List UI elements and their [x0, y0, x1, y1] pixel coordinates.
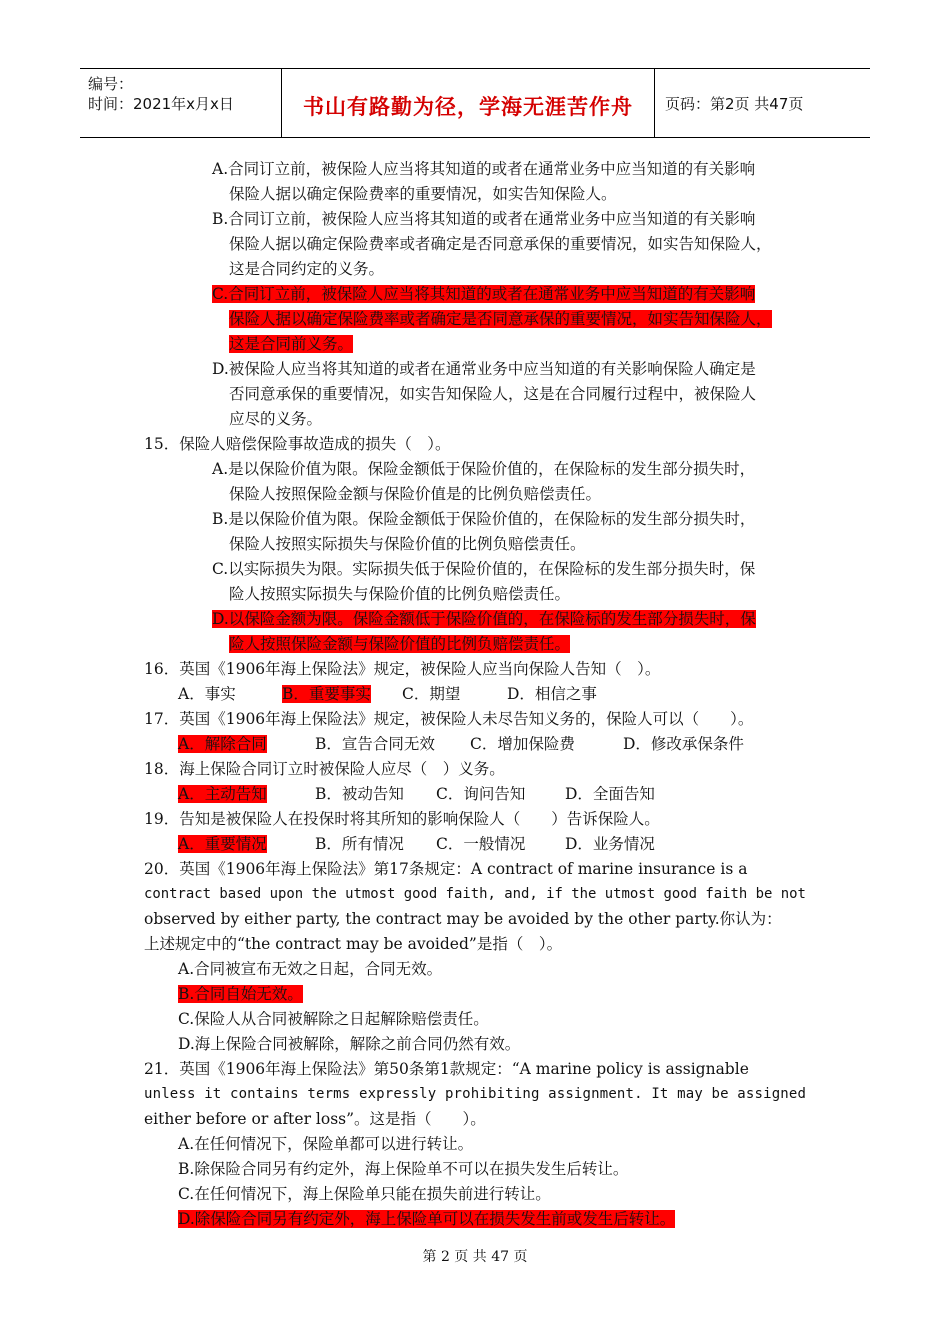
- header-motto-cell: [282, 69, 655, 137]
- text-line: B．重要事实: [282, 685, 371, 703]
- page-header: [80, 68, 870, 138]
- text-line: contract based upon the utmost good faith, and, if the utmost good faith be not: [144, 886, 806, 902]
- text-line: B.是以保险价值为限。保险金额低于保险价值的，在保险标的发生部分损失时，: [212, 510, 756, 528]
- text-line: D.以保险金额为限。保险金额低于保险价值的，在保险标的发生部分损失时，保: [212, 610, 756, 628]
- time-label: 时间：2021年x月x日: [88, 95, 234, 113]
- text-line: D.海上保险合同被解除，解除之前合同仍然有效。: [178, 1035, 521, 1053]
- text-line: 保险人按照保险金额与保险价值是的比例负赔偿责任。: [229, 485, 602, 503]
- text-line: A.合同订立前，被保险人应当将其知道的或者在通常业务中应当知道的有关影响: [212, 160, 756, 178]
- number-label: 编号：: [88, 75, 134, 93]
- text-line: C.在任何情况下，海上保险单只能在损失前进行转让。: [178, 1185, 551, 1203]
- text-line: 17．英国《1906年海上保险法》规定，被保险人未尽告知义务的，保险人可以（ ）。: [144, 710, 754, 728]
- text-line: D．相信之事: [507, 685, 597, 703]
- text-line: 上述规定中的“the contract may be avoided”是指（ ）。: [144, 935, 563, 953]
- text-line: A.在任何情况下，保险单都可以进行转让。: [178, 1135, 474, 1153]
- text-line: observed by either party, the contract may be avoided by the other party.你认为：: [144, 910, 782, 928]
- motto: 书山有路勤为径，学海无涯苦作舟: [303, 95, 633, 119]
- text-line: D.除保险合同另有约定外，海上保险单可以在损失发生前或发生后转让。: [178, 1210, 676, 1228]
- text-line: 保险人按照实际损失与保险价值的比例负赔偿责任。: [229, 535, 586, 553]
- text-line: 这是合同前义务。: [229, 335, 354, 353]
- text-line: C．一般情况: [436, 835, 526, 853]
- text-line: 险人按照保险金额与保险价值的比例负赔偿责任。: [229, 635, 571, 653]
- text-line: D．全面告知: [565, 785, 655, 803]
- text-line: B．所有情况: [315, 835, 404, 853]
- text-line: B.合同订立前，被保险人应当将其知道的或者在通常业务中应当知道的有关影响: [212, 210, 756, 228]
- text-line: D.被保险人应当将其知道的或者在通常业务中应当知道的有关影响保险人确定是: [212, 360, 756, 378]
- text-line: C.以实际损失为限。实际损失低于保险价值的，在保险标的发生部分损失时，保: [212, 560, 756, 578]
- text-line: unless it contains terms expressly prohibiting assignment. It may be assigned: [144, 1086, 807, 1102]
- text-line: either before or after loss”。这是指（ ）。: [144, 1110, 486, 1128]
- text-line: 18．海上保险合同订立时被保险人应尽（ ）义务。: [144, 760, 505, 778]
- text-line: 20．英国《1906年海上保险法》第17条规定：A contract of marine insurance is a: [144, 860, 748, 878]
- page-footer: 第 2 页 共 47 页: [422, 1249, 528, 1265]
- text-line: 16．英国《1906年海上保险法》规定，被保险人应当向保险人告知（ ）。: [144, 660, 661, 678]
- text-line: 15．保险人赔偿保险事故造成的损失（ ）。: [144, 435, 451, 453]
- text-line: 这是合同约定的义务。: [229, 260, 385, 278]
- text-line: 保险人据以确定保险费率的重要情况，如实告知保险人。: [229, 185, 617, 203]
- header-page-cell: [655, 69, 870, 137]
- text-line: 险人按照实际损失与保险价值的比例负赔偿责任。: [229, 585, 571, 603]
- page-label: 页码：第2页 共47页: [665, 95, 804, 113]
- text-line: C．询问告知: [436, 785, 526, 803]
- text-line: A．重要情况: [178, 835, 267, 853]
- text-line: 19．告知是被保险人在投保时将其所知的影响保险人（ ）告诉保险人。: [144, 810, 660, 828]
- text-line: 否同意承保的重要情况，如实告知保险人，这是在合同履行过程中，被保险人: [229, 385, 757, 403]
- text-line: B.合同自始无效。: [178, 985, 303, 1003]
- text-line: A．主动告知: [178, 785, 267, 803]
- text-line: 应尽的义务。: [229, 410, 323, 428]
- text-line: A．解除合同: [178, 735, 267, 753]
- header-info-cell: [80, 69, 282, 137]
- text-line: B．宣告合同无效: [315, 735, 435, 753]
- text-line: 保险人据以确定保险费率或者确定是否同意承保的重要情况，如实告知保险人，: [229, 235, 772, 253]
- text-line: C.合同订立前，被保险人应当将其知道的或者在通常业务中应当知道的有关影响: [212, 285, 756, 303]
- text-line: B.除保险合同另有约定外，海上保险单不可以在损失发生后转让。: [178, 1160, 629, 1178]
- text-line: A．事实: [178, 685, 236, 703]
- text-line: B．被动告知: [315, 785, 404, 803]
- text-line: D．修改承保条件: [623, 735, 744, 753]
- text-line: C．增加保险费: [470, 735, 575, 753]
- text-line: A.是以保险价值为限。保险金额低于保险价值的，在保险标的发生部分损失时，: [212, 460, 756, 478]
- text-line: 21．英国《1906年海上保险法》第50条第1款规定：“A marine policy is assignable: [144, 1060, 749, 1078]
- text-line: D．业务情况: [565, 835, 655, 853]
- text-line: C.保险人从合同被解除之日起解除赔偿责任。: [178, 1010, 489, 1028]
- text-line: 保险人据以确定保险费率或者确定是否同意承保的重要情况，如实告知保险人，: [229, 310, 772, 328]
- text-line: C．期望: [402, 685, 461, 703]
- text-line: A.合同被宣布无效之日起，合同无效。: [178, 960, 443, 978]
